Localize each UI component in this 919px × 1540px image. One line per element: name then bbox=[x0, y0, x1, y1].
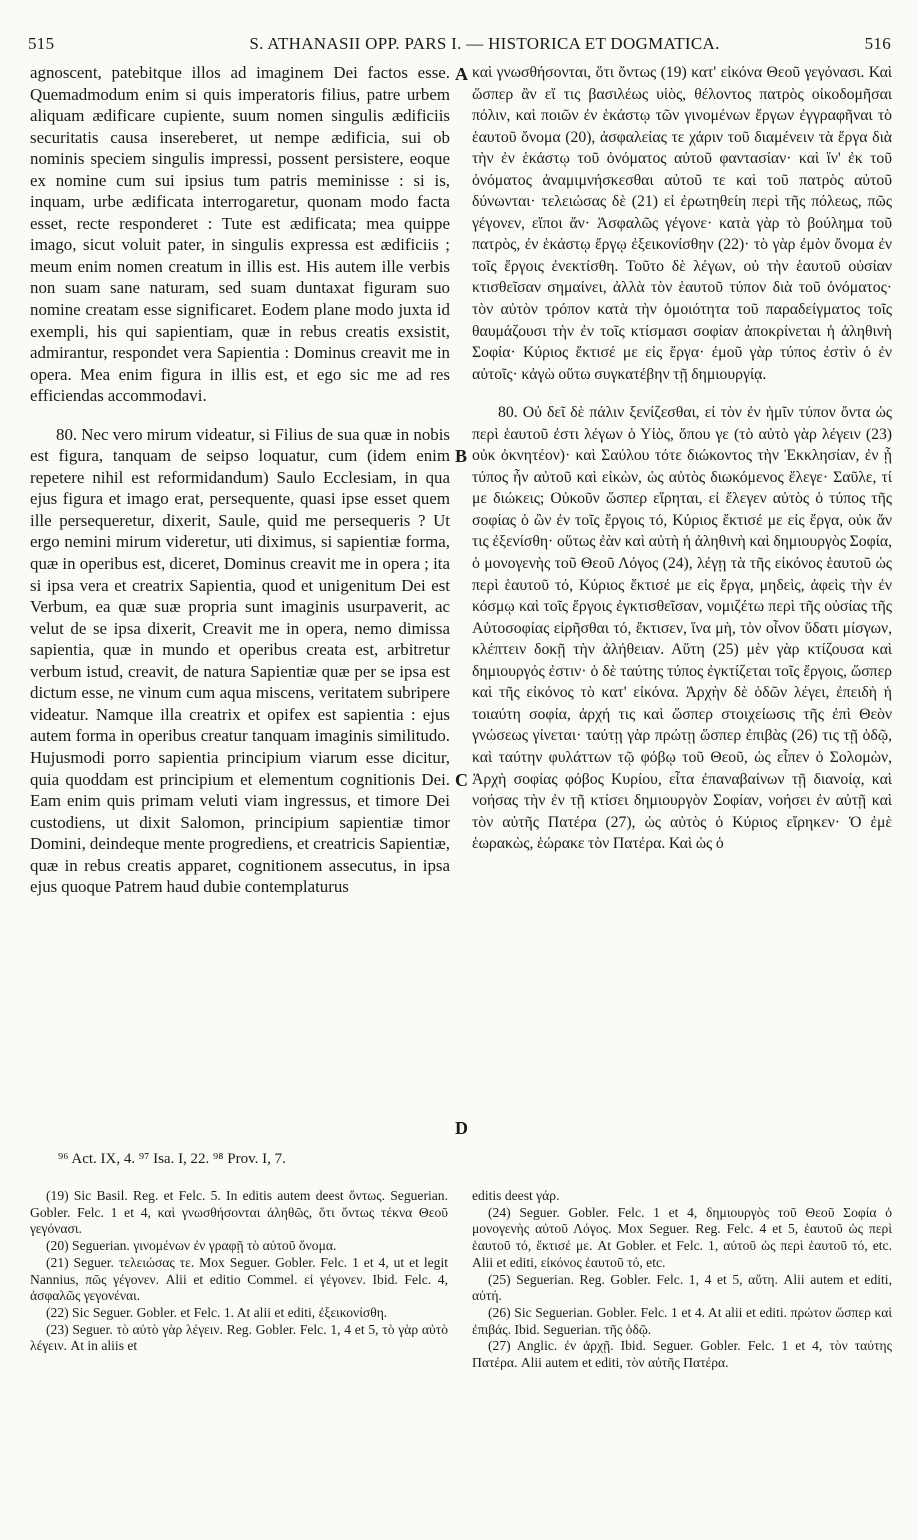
footnote: (26) Sic Seguerian. Gobler. Felc. 1 et 4. At alii et editi. πρώτον ὥσπερ καὶ ἐπιβάς. Ibid. Seguerian. τῆς ὁδῷ. bbox=[472, 1304, 892, 1337]
section-marker-d: D bbox=[455, 1118, 468, 1138]
running-title: S. ATHANASII OPP. PARS I. — HISTORICA ET DOGMATICA. bbox=[249, 34, 720, 53]
footnote: (23) Seguer. τὸ αὐτὸ γὰρ λέγειν. Reg. Gobler. Felc. 1, 4 et 5, τὸ γὰρ αὐτὸ λέγειν. At in aliis et bbox=[30, 1321, 448, 1354]
footnotes-left bbox=[30, 1188, 448, 1355]
latin-paragraph-2: 80. Nec vero mirum videatur, si Filius de sua quæ in nobis est figura, tanquam de seipso loquatur, cum (idem enim repetere nihil est reformidandum) Saulo Ecclesiam, in qua ejus figura et imago erat, persequente, quasi ipse esset quem ille persequeretur, dixerit, Saule, quid me persequeris ? Ut ergo nemini mirum videretur, uti diximus, si sapientiæ forma, quæ in operibus est, diceret, Dominus creavit me in opera ; ita si ipsa vera et creatrix Sapientia, quod et unigenitum Dei est Verbum, ea quæ suæ propria sunt imaginis usurpaverit, ac velut de se ipsa dixerit, Creavit me in opera, nemo dimissa sapientia, quæ in mundo et operibus creata est, arbitretur verbum istud, creavit, de natura Sapientiæ quæ per se ipsa est dictum esse, ne vinum cum aqua miscens, veritatem subripere videatur. Namque illa creatrix et opifex est sapientia : ejus autem forma in operibus creatur tanquam imaginis similitudo. Hujusmodi porro sapientia principium viarum esse dicitur, quia quoddam est principium et elementum cognitionis Dei. Eam enim quis primam veluti viam ingressus, et timore Dei custodiens, ut dixit Salomon, principium sapientiæ timor Domini, deindeque mente progrediens, et creatricis Sapientiæ, quæ in rebus creatis apparet, cognitionem assecutus, in ipsa ejus quoque Patrem haud dubie contemplaturus bbox=[30, 424, 450, 897]
footnote: (27) Anglic. ἐν ἀρχῇ. Ibid. Seguer. Gobler. Felc. 1 et 4, τὸν ταύτης Πατέρα. Alii autem et editi, τὸν αὐτῆς Πατέρα. bbox=[472, 1338, 892, 1371]
footnote: editis deest γάρ. bbox=[472, 1188, 560, 1203]
section-marker-c: C bbox=[455, 770, 468, 790]
footnote: (20) Seguerian. γινομένων ἐν γραφῇ τὸ αὐτοῦ ὄνομα. bbox=[46, 1238, 337, 1254]
greek-paragraph-2: 80. Οὐ δεῖ δὲ πάλιν ξενίζεσθαι, εἰ τὸν ἐν ἡμῖν τύπον ὄντα ὡς περὶ ἑαυτοῦ ἐστι λέγων ὁ Υἱὸς, ὅπου γε (τὸ αὐτὸ γὰρ λέγειν (23) οὐκ ὀκνητέον)· καὶ Σαύλου τότε διώκοντος τὴν Ἐκκλησίαν, ἐν ᾗ τύπος ἦν αὐτοῦ καὶ εἰκὼν, ὡς αὐτὸς διωκόμενος ἔλεγε· Σαῦλε, τί με διώκεις; Οὐκοῦν ὥσπερ εἴρηται, εἰ ἔλεγεν αὐτὸς ὁ τύπος τῆς σοφίας ὁ ὢν ἐν τοῖς ἔργοις τό, Κύριος ἔκτισέ με εἰς ἔργα, οὐκ ἄν τις ἐξενίσθη· οὕτως ἐὰν καὶ αὐτὴ ἡ ἀληθινὴ καὶ δημιουργὸς Σοφία, ὁ μονογενὴς τοῦ Θεοῦ Λόγος (24), λέγῃ τὰ τῆς εἰκόνος ἑαυτοῦ ὡς περὶ ἑαυτοῦ τό, Κύριος ἔκτισέ με εἰς ἔργα, μηδεὶς, ἀφεὶς τὴν ἐν κόσμῳ καὶ τοῖς ἔργοις ἐγκτισθεῖσαν, νομιζέτω περὶ τῆς οὐσίας τῆς Αὐτοσοφίας εἰρῆσθαι τό, ἔκτισεν, ἵνα μὴ, τὸν οἶνον ὕδατι μίσγων, κλέπτειν δοκῇ τὴν ἀλήθειαν. Αὕτη (25) μὲν γὰρ κτίζουσα καὶ δημιουργός ἐστιν· ὁ δὲ ταύτης τύπος ἐγκτίζεται τοῖς ἔργοις, ὥσπερ καὶ τῆς εἰκόνος τὸ κατ' εἰκόνα. Ἀρχὴν δὲ ὁδῶν λέγει, ἐπειδὴ ἡ τοιαύτη σοφία, ἀρχή τις καὶ ὥσπερ στοιχείωσις τῆς ἐπὶ Θεὸν γνώσεως γίνεται· ταύτῃ γὰρ πρώτῃ ὥσπερ ἐπιβὰς (26) τις τῇ ὁδῷ, καὶ ταύτην φυλάττων τῷ φόβῳ τοῦ Θεοῦ, ὡς εἶπεν ὁ Σολομὼν, Ἀρχὴ σοφίας φόβος Κυρίου, εἶτα ἐπαναβαίνων τῇ διανοίᾳ, καὶ νοήσας τὴν ἐν τῇ κτίσει δημιουργὸν Σοφίαν, νοήσει ἐν αὐτῇ καὶ τὸν αὐτῆς Πατέρα (27), ὡς αὐτὸς ὁ Κύριος εἴρηκεν· Ὁ ἐμὲ ἑωρακὼς, ἑώρακε τὸν Πατέρα. Καὶ ὡς ὁ bbox=[472, 404, 892, 853]
page-header bbox=[28, 34, 891, 60]
footnotes-right bbox=[472, 1188, 892, 1372]
section-marker-a: A bbox=[455, 64, 468, 84]
page-number-right: 516 bbox=[864, 34, 891, 53]
footnote: (24) Seguer. Gobler. Felc. 1 et 4, δημιουργὸς τοῦ Θεοῦ Σοφία ὁ μονογενὴς αὐτοῦ Λόγος. Mox Seguer. Reg. Felc. 4 et 5, ἑαυτοῦ ὡς περὶ ἑαυτοῦ τό, ἔκτισέ με. At Gobler. et Felc. 1, αὐτοῦ ὡς περὶ ἑαυτοῦ τό, etc. Alii et editi, εἰκόνος ἑαυτοῦ τό, etc. bbox=[472, 1204, 892, 1270]
footnote: (22) Sic Seguer. Gobler. et Felc. 1. At alii et editi, ἐξεικονίσθη. bbox=[46, 1304, 388, 1320]
greek-paragraph-1: καὶ γνωσθήσονται, ὅτι ὄντως (19) κατ' εἰκόνα Θεοῦ γεγόνασι. Καὶ ὥσπερ ἂν εἴ τις βασιλέως υἱὸς, θέλοντος πατρὸς οἰκοδομῆσαι πόλιν, καὶ ποιῶν ἐν ἑκάστῳ τῶν γινομένων ἔργων ἐγγραφῆναι τὸ ἑαυτοῦ ὄνομα (20), ἀσφαλείας τε χάριν τοῦ διαμένειν τὰ ἔργα διὰ τὴν ἐν ἑκάστῳ τοῦ ὀνόματος αὐτοῦ φαντασίαν· καὶ ἵν' ἐκ τοῦ ὀνόματος ἀναμιμνήσκεσθαι αὐτοῦ τε καὶ τοῦ πατρὸς αὐτοῦ δύνωνται· τελειώσας δὲ (21) εἰ ἐρωτηθείη περὶ τῆς πόλεως, πῶς γέγονεν, εἴποι ἄν· Ἀσφαλῶς γέγονε· κατὰ γὰρ τὸ βούλημα τοῦ πατρὸς, ἐν ἑκάστῳ ἔργῳ ἐξεικονίσθην (22)· τὸ γὰρ ἐμὸν ὄνομα ἐν τοῖς ἔργοις ἐνεκτίσθη. Τοῦτο δὲ λέγων, οὐ τὴν ἑαυτοῦ οὐσίαν κτισθεῖσαν σημαίνει, ἀλλὰ τὸν ἑαυτοῦ τύπον διὰ τοῦ ὀνόματος· τὸν αὐτὸν τρόπον κατὰ τὴν ὁμοιότητα τοῦ παραδείγματος τοῖς θαυμάζουσι τὴν ἐν τοῖς κτίσμασι σοφίαν ἀποκρίνεται ἡ ἀληθινὴ Σοφία· Κύριος ἔκτισέ με εἰς ἔργα· ἐμοῦ γὰρ τύπος ἐστὶν ὁ ἐν αὐτοῖς· κἀγὼ οὕτω συγκατέβην τῇ δημιουργίᾳ. bbox=[472, 64, 892, 383]
page-number-left: 515 bbox=[28, 34, 55, 53]
latin-paragraph-1: agnoscent, patebitque illos ad imaginem Dei factos esse. Quemadmodum enim si quis imperatoris filius, patre urbem aliquam ædificare cupiente, suum nomen singulis ædificiis securitatis causa insereberet, ut nempe ædificia, sui ob nominis speciem singulis impressi, possent persistere, eoque ex nomine cum sui ipsius tum patris meminisse : si is, inquam, urbe ædificata interrogaretur, quonam modo facta esset, recte responderet : Tute est ædificata; mea quippe imago, sicut voluit pater, in singulis expressa est ædificiis ; meum enim nomen creatum in illis est. His autem ille verbis non suam sane naturam, sed suam duntaxat figuram suo nomine creatam esse significaret. Eodem plane modo juxta id exempli, his qui sapientiam, quæ in rebus creatis exsistit, admirantur, respondet vera Sapientia : Dominus creavit me in opera. Mea enim figura in illis est, et ego sic me ad res efficiendas accommodavi. bbox=[30, 63, 450, 406]
greek-column bbox=[472, 62, 892, 855]
footnote: (21) Seguer. τελειώσας τε. Mox Seguer. Gobler. Felc. 1 et 4, ut et legit Nannius, πῶς γέγονεν. Alii et editio Commel. εἰ γέγονεν. Ibid. Felc. 4, ἀσφαλῶς γεγονέναι. bbox=[30, 1254, 448, 1304]
footnote: (19) Sic Basil. Reg. et Felc. 5. In editis autem deest ὄντως. Seguerian. Gobler. Felc. 1 et 4, καὶ γνωσθήσονται ἀληθῶς, ὅτι ὄντως τέκνα Θεοῦ γεγόνασι. bbox=[30, 1188, 448, 1237]
scripture-references: ⁹⁶ Act. IX, 4. ⁹⁷ Isa. I, 22. ⁹⁸ Prov. I, 7. bbox=[58, 1151, 286, 1167]
footnote: (25) Seguerian. Reg. Gobler. Felc. 1, 4 et 5, αὕτη. Alii autem et editi, αὐτή. bbox=[472, 1271, 892, 1304]
latin-column bbox=[30, 62, 450, 898]
section-marker-b: B bbox=[455, 446, 468, 466]
